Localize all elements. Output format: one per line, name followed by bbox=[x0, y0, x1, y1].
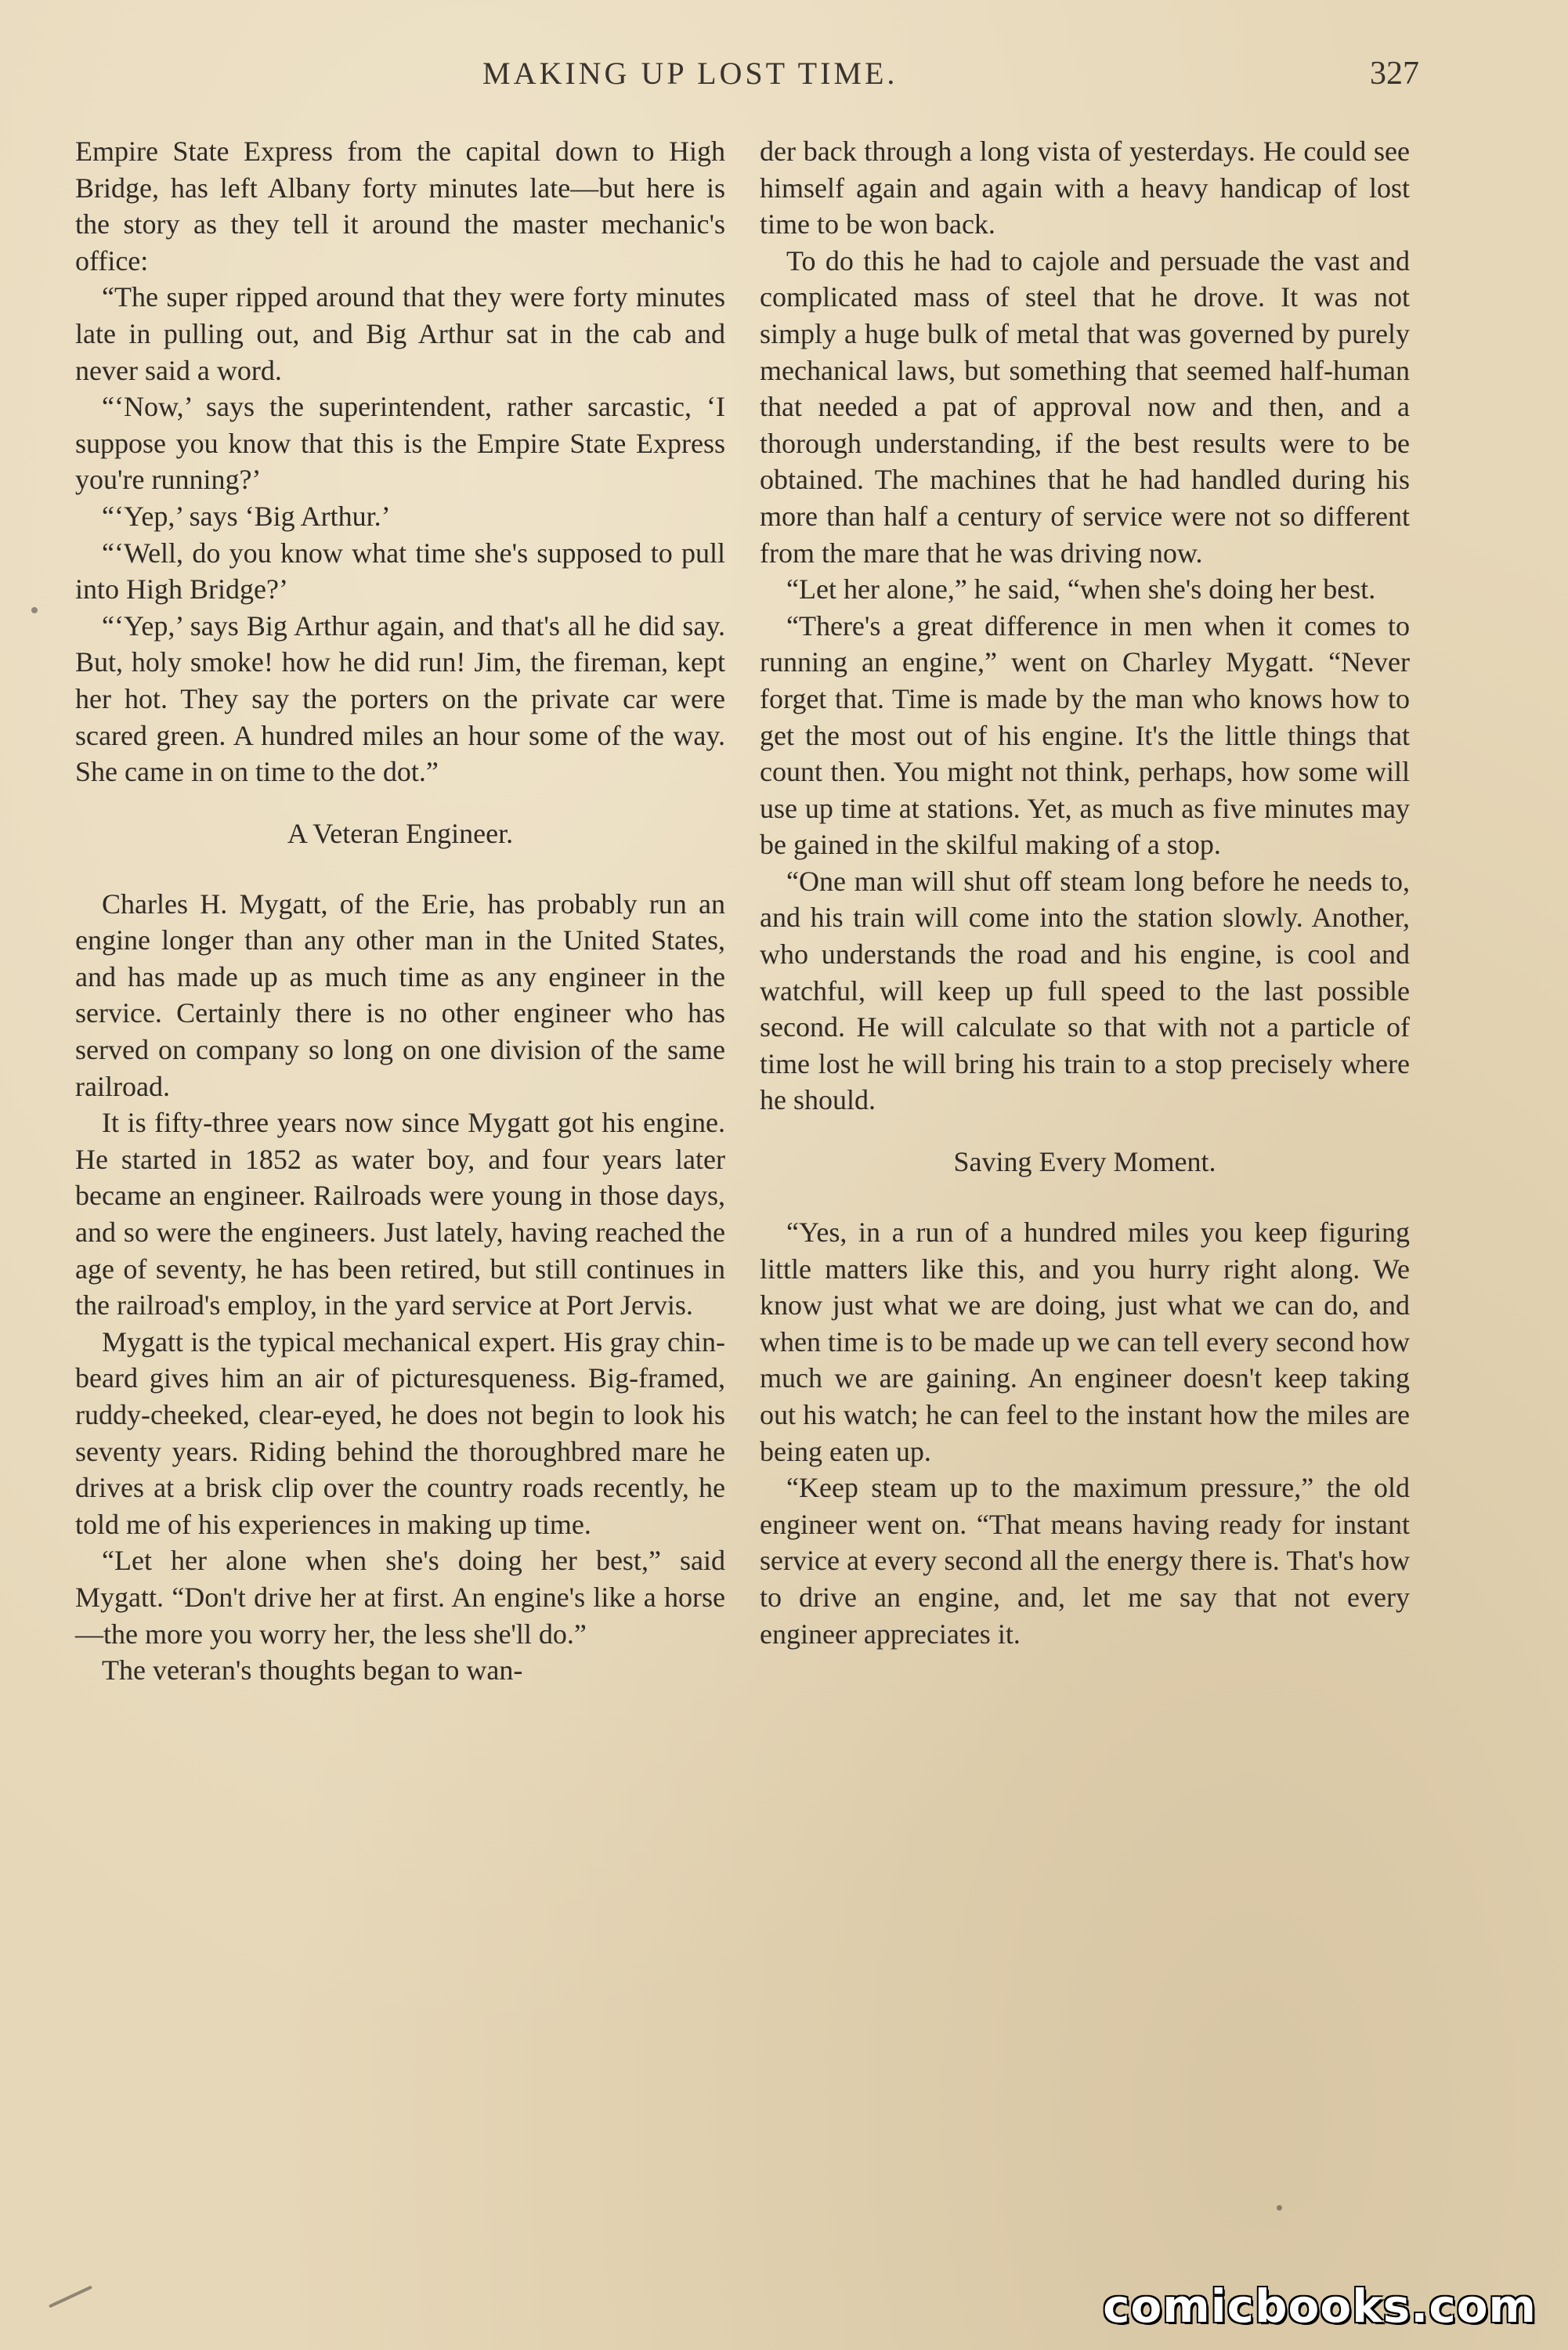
ink-smudge bbox=[31, 607, 38, 613]
section-heading: A Veteran Engineer. bbox=[287, 817, 514, 849]
watermark: comicbooks.com bbox=[1103, 2280, 1537, 2333]
paragraph: “There's a great difference in men when it comes to running an engine,” went on Charley Mygatt. “Never forget that. Time is made by the man who knows how to get the most out of his engine. It's the little things that count then. You might not think, perhaps, how some will use up time at stations. Yet, as much as five minutes may be gained in the skilful making of a stop. bbox=[760, 609, 1410, 861]
paragraph: “‘Now,’ says the superintendent, rather sarcastic, ‘I suppose you know that this is the Empire State Express you're running?’ bbox=[75, 391, 725, 496]
right-column bbox=[760, 133, 1410, 1652]
left-column bbox=[75, 133, 725, 1689]
ink-smudge bbox=[1277, 2205, 1282, 2211]
ink-smudge bbox=[49, 2286, 92, 2308]
paragraph: It is fifty-three years now since Mygatt got his engine. He started in 1852 as water boy, and four years later became an engineer. Railroads were young in those days, and so were the engineers. Just lately, having reached the age of seventy, he has been retired, but still continues in the railroad's employ, in the yard service at Port Jervis. bbox=[75, 1107, 725, 1321]
paragraph: To do this he had to cajole and persuade the vast and complicated mass of steel that he drove. It was not simply a huge bulk of metal that was governed by purely mechanical laws, but something that seemed half-human that needed a pat of approval now and then, and a thorough understanding, if the best results were to be obtained. The machines that he had handled during his more than half a century of service were not so different from the mare that he was driving now. bbox=[760, 244, 1410, 569]
paragraph: “‘Yep,’ says Big Arthur again, and that's all he did say. But, holy smoke! how he did run! Jim, the fireman, kept her hot. They say the porters on the private car were scared green. A hundred miles an hour some of the way. She came in on time to the dot.” bbox=[75, 609, 725, 788]
paragraph: “Let her alone,” he said, “when she's doing her best. bbox=[786, 573, 1376, 606]
paragraph: “‘Yep,’ says ‘Big Arthur.’ bbox=[102, 500, 391, 532]
section-heading: Saving Every Moment. bbox=[953, 1146, 1216, 1178]
page-header bbox=[75, 55, 1419, 102]
paragraph: Mygatt is the typical mechanical expert. His gray chin-beard gives him an air of picturesqueness. Big-framed, ruddy-cheeked, clear-eyed, he does not begin to look his seventy years. Riding behind the thoroughbred mare he drives at a brisk clip over the country roads recently, he told me of his experiences in making up time. bbox=[75, 1325, 725, 1540]
paragraph: der back through a long vista of yesterdays. He could see himself again and again with a heavy handicap of lost time to be won back. bbox=[760, 136, 1410, 240]
paragraph: “Let her alone when she's doing her best,” said Mygatt. “Don't drive her at first. An engine's like a horse—the more you worry her, the less she'll do.” bbox=[75, 1545, 725, 1650]
paragraph: “The super ripped around that they were forty minutes late in pulling out, and Big Arthur sat in the cab and never said a word. bbox=[75, 281, 725, 386]
paragraph: “One man will shut off steam long before he needs to, and his train will come into the station slowly. Another, who understands the road and his engine, is cool and watchful, will keep up full speed to the last possible second. He will calculate so that with not a particle of time lost he will bring his train to a stop precisely where he should. bbox=[760, 865, 1410, 1116]
paragraph: Charles H. Mygatt, of the Erie, has probably run an engine longer than any other man in the United States, and has made up as much time as any engineer in the service. Certainly there is no other engineer who has served on company so long on one division of the same railroad. bbox=[75, 888, 725, 1102]
running-title: MAKING UP LOST TIME. bbox=[482, 56, 898, 91]
paragraph: The veteran's thoughts began to wan- bbox=[102, 1654, 523, 1687]
paragraph: Empire State Express from the capital down to High Bridge, has left Albany forty minutes late—but here is the story as they tell it around the master mechanic's office: bbox=[75, 136, 725, 277]
paragraph: “Keep steam up to the maximum pressure,” the old engineer went on. “That means having ready for instant service at every second all the energy there is. That's how to drive an engine, and, let me say that not every engineer appreciates it. bbox=[760, 1472, 1410, 1650]
page-number: 327 bbox=[1370, 56, 1419, 92]
paragraph: “Yes, in a run of a hundred miles you keep figuring little matters like this, and you hurry right along. We know just what we are doing, just what we can do, and when time is to be made up we can tell every second how much we are gaining. An engineer doesn't keep taking out his watch; he can feel to the instant how the miles are being eaten up. bbox=[760, 1217, 1410, 1467]
paragraph: “‘Well, do you know what time she's supposed to pull into High Bridge?’ bbox=[75, 537, 725, 606]
